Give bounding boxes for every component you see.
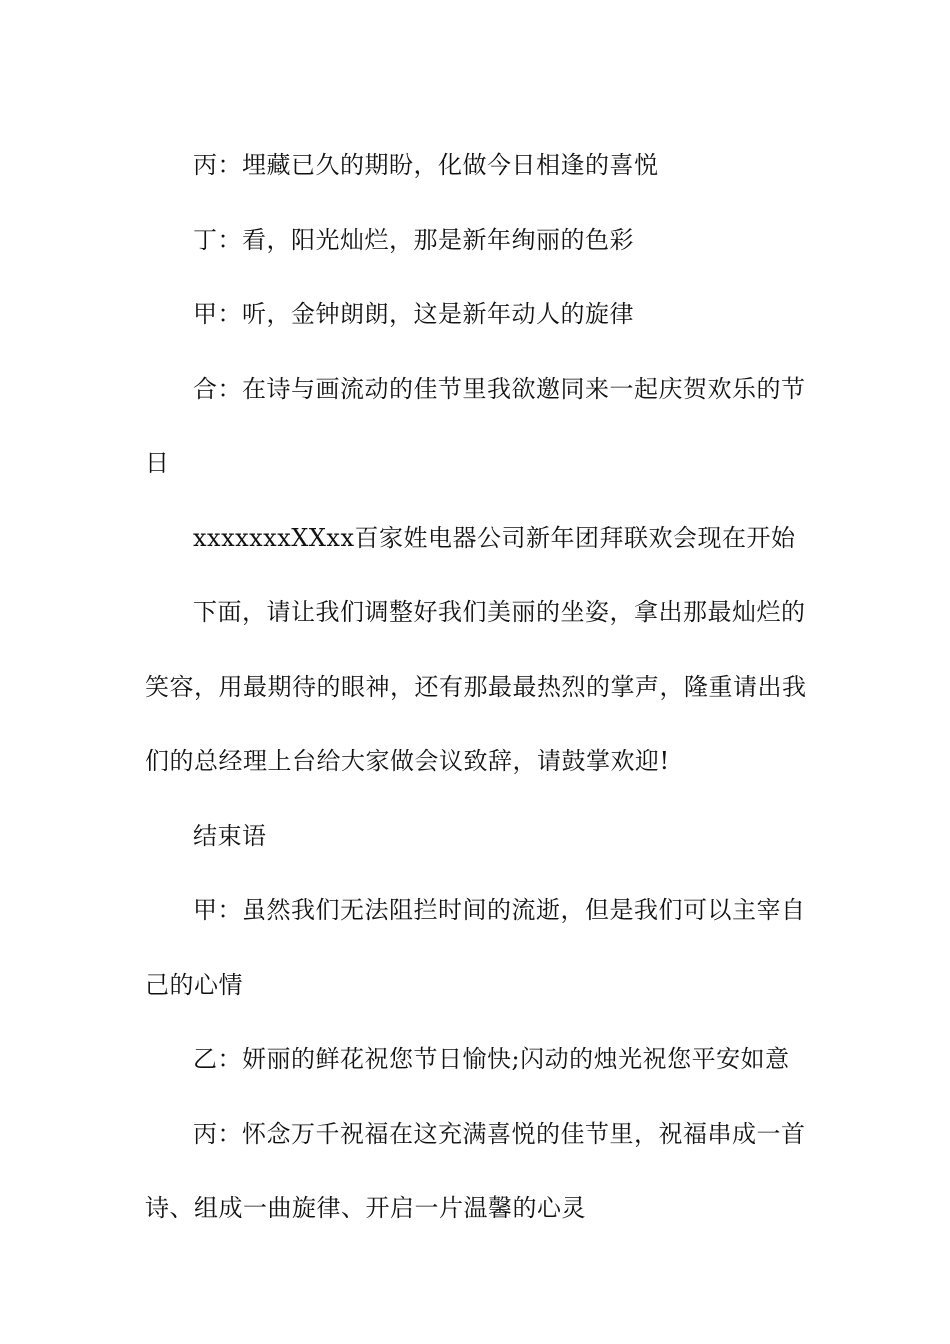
paragraph-jia-1: 甲：听，金钟朗朗，这是新年动人的旋律 — [193, 300, 634, 328]
paragraph-bing-2: 丙：怀念万千祝福在这充满喜悦的佳节里，祝福串成一首诗、组成一曲旋律、开启一片温馨的心灵 — [145, 1119, 806, 1222]
section-heading-closing: 结束语 — [193, 821, 267, 850]
document-body — [145, 128, 810, 1246]
paragraph-invitation: 下面，请让我们调整好我们美丽的坐姿，拿出那最灿烂的笑容，用最期待的眼神，还有那最最热烈的掌声，隆重请出我们的总经理上台给大家做会议致辞，请鼓掌欢迎! — [145, 598, 807, 775]
paragraph-jia-2: 甲：虽然我们无法阻拦时间的流逝，但是我们可以主宰自己的心情 — [145, 896, 806, 999]
paragraph-opening-announcement: xxxxxxxXXxx百家姓电器公司新年团拜联欢会现在开始 — [193, 523, 796, 552]
paragraph-bing-1: 丙：埋藏已久的期盼，化做今日相逢的喜悦 — [193, 151, 659, 179]
paragraph-yi: 乙：妍丽的鲜花祝您节日愉快;闪动的烛光祝您平安如意 — [193, 1045, 790, 1073]
paragraph-he: 合：在诗与画流动的佳节里我欲邀同来一起庆贺欢乐的节日 — [145, 374, 806, 477]
paragraph-ding: 丁：看，阳光灿烂，那是新年绚丽的色彩 — [193, 225, 634, 254]
